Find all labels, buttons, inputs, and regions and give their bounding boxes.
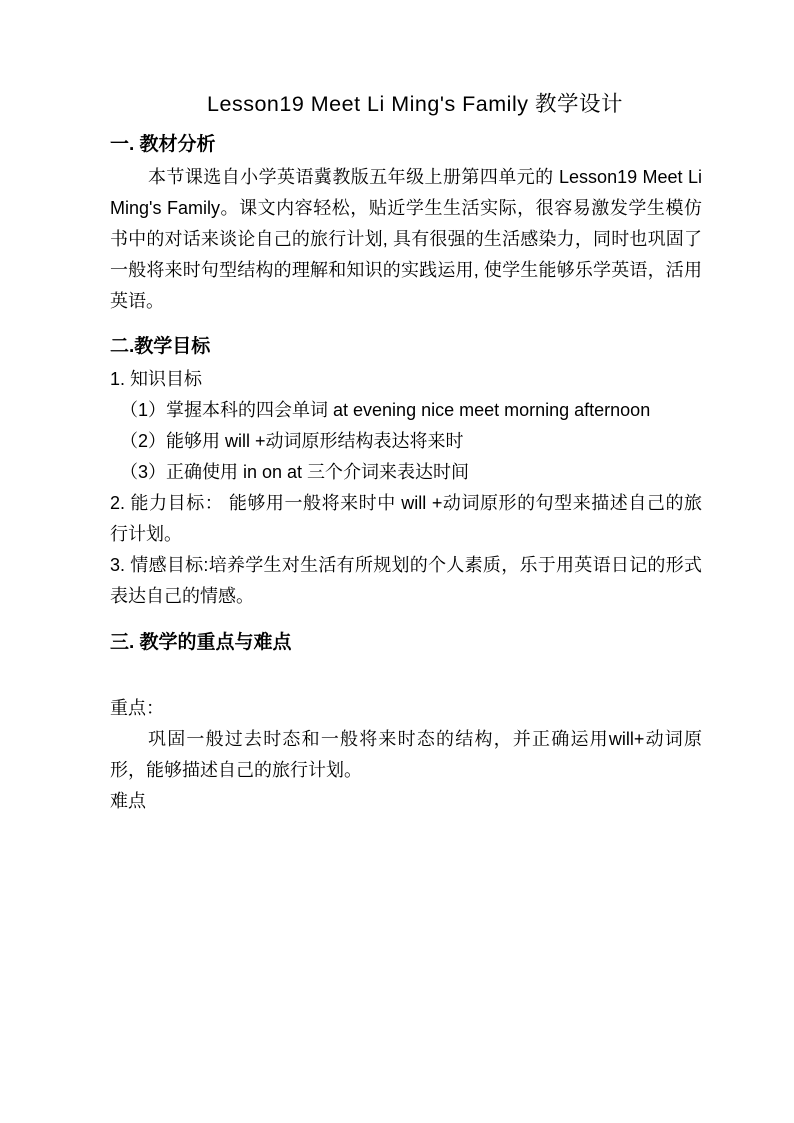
spacer — [110, 612, 702, 618]
section-heading-2: 二.教学目标 — [110, 336, 211, 358]
objective-knowledge-label: 1. 知识目标 — [110, 368, 203, 389]
objective-knowledge-item-3: （3）正确使用 in on at 三个介词来表达时间 — [120, 461, 470, 482]
section-heading-1: 一. 教材分析 — [110, 134, 216, 156]
objective-knowledge-item-1: （1）掌握本科的四会单词 at evening nice meet morning afternoon — [120, 399, 651, 420]
objective-ability: 2. 能力目标： 能够用一般将来时中 will +动词原形的句型来描述自己的旅行计划。 — [110, 492, 702, 544]
section-heading-3: 三. 教学的重点与难点 — [110, 631, 292, 653]
objective-emotion: 3. 情感目标:培养学生对生活有所规划的个人素质，乐于用英语日记的形式表达自己的情感。 — [110, 554, 702, 606]
section-1-paragraph: 本节课选自小学英语冀教版五年级上册第四单元的 Lesson19 Meet Li Ming's Family。课文内容轻松，贴近学生生活实际，很容易激发学生模仿书中的对话来谈论自己的旅行计划, 具有很强的生活感染力，同时也巩固了一般将来时句型结构的理解和知识的实践运用, 使学生能够乐学英语，活用英语。 — [110, 166, 702, 311]
spacer — [110, 316, 702, 322]
page-title: Lesson19 Meet Li Ming's Family 教学设计 — [207, 92, 623, 116]
objective-knowledge-item-2: （2）能够用 will +动词原形结构表达将来时 — [120, 430, 464, 451]
key-point-text: 巩固一般过去时态和一般将来时态的结构，并正确运用will+动词原形，能够描述自己的旅行计划。 — [110, 728, 702, 780]
spacer — [110, 659, 702, 693]
difficult-point-label: 难点 — [110, 790, 146, 811]
key-point-label: 重点： — [110, 697, 164, 718]
